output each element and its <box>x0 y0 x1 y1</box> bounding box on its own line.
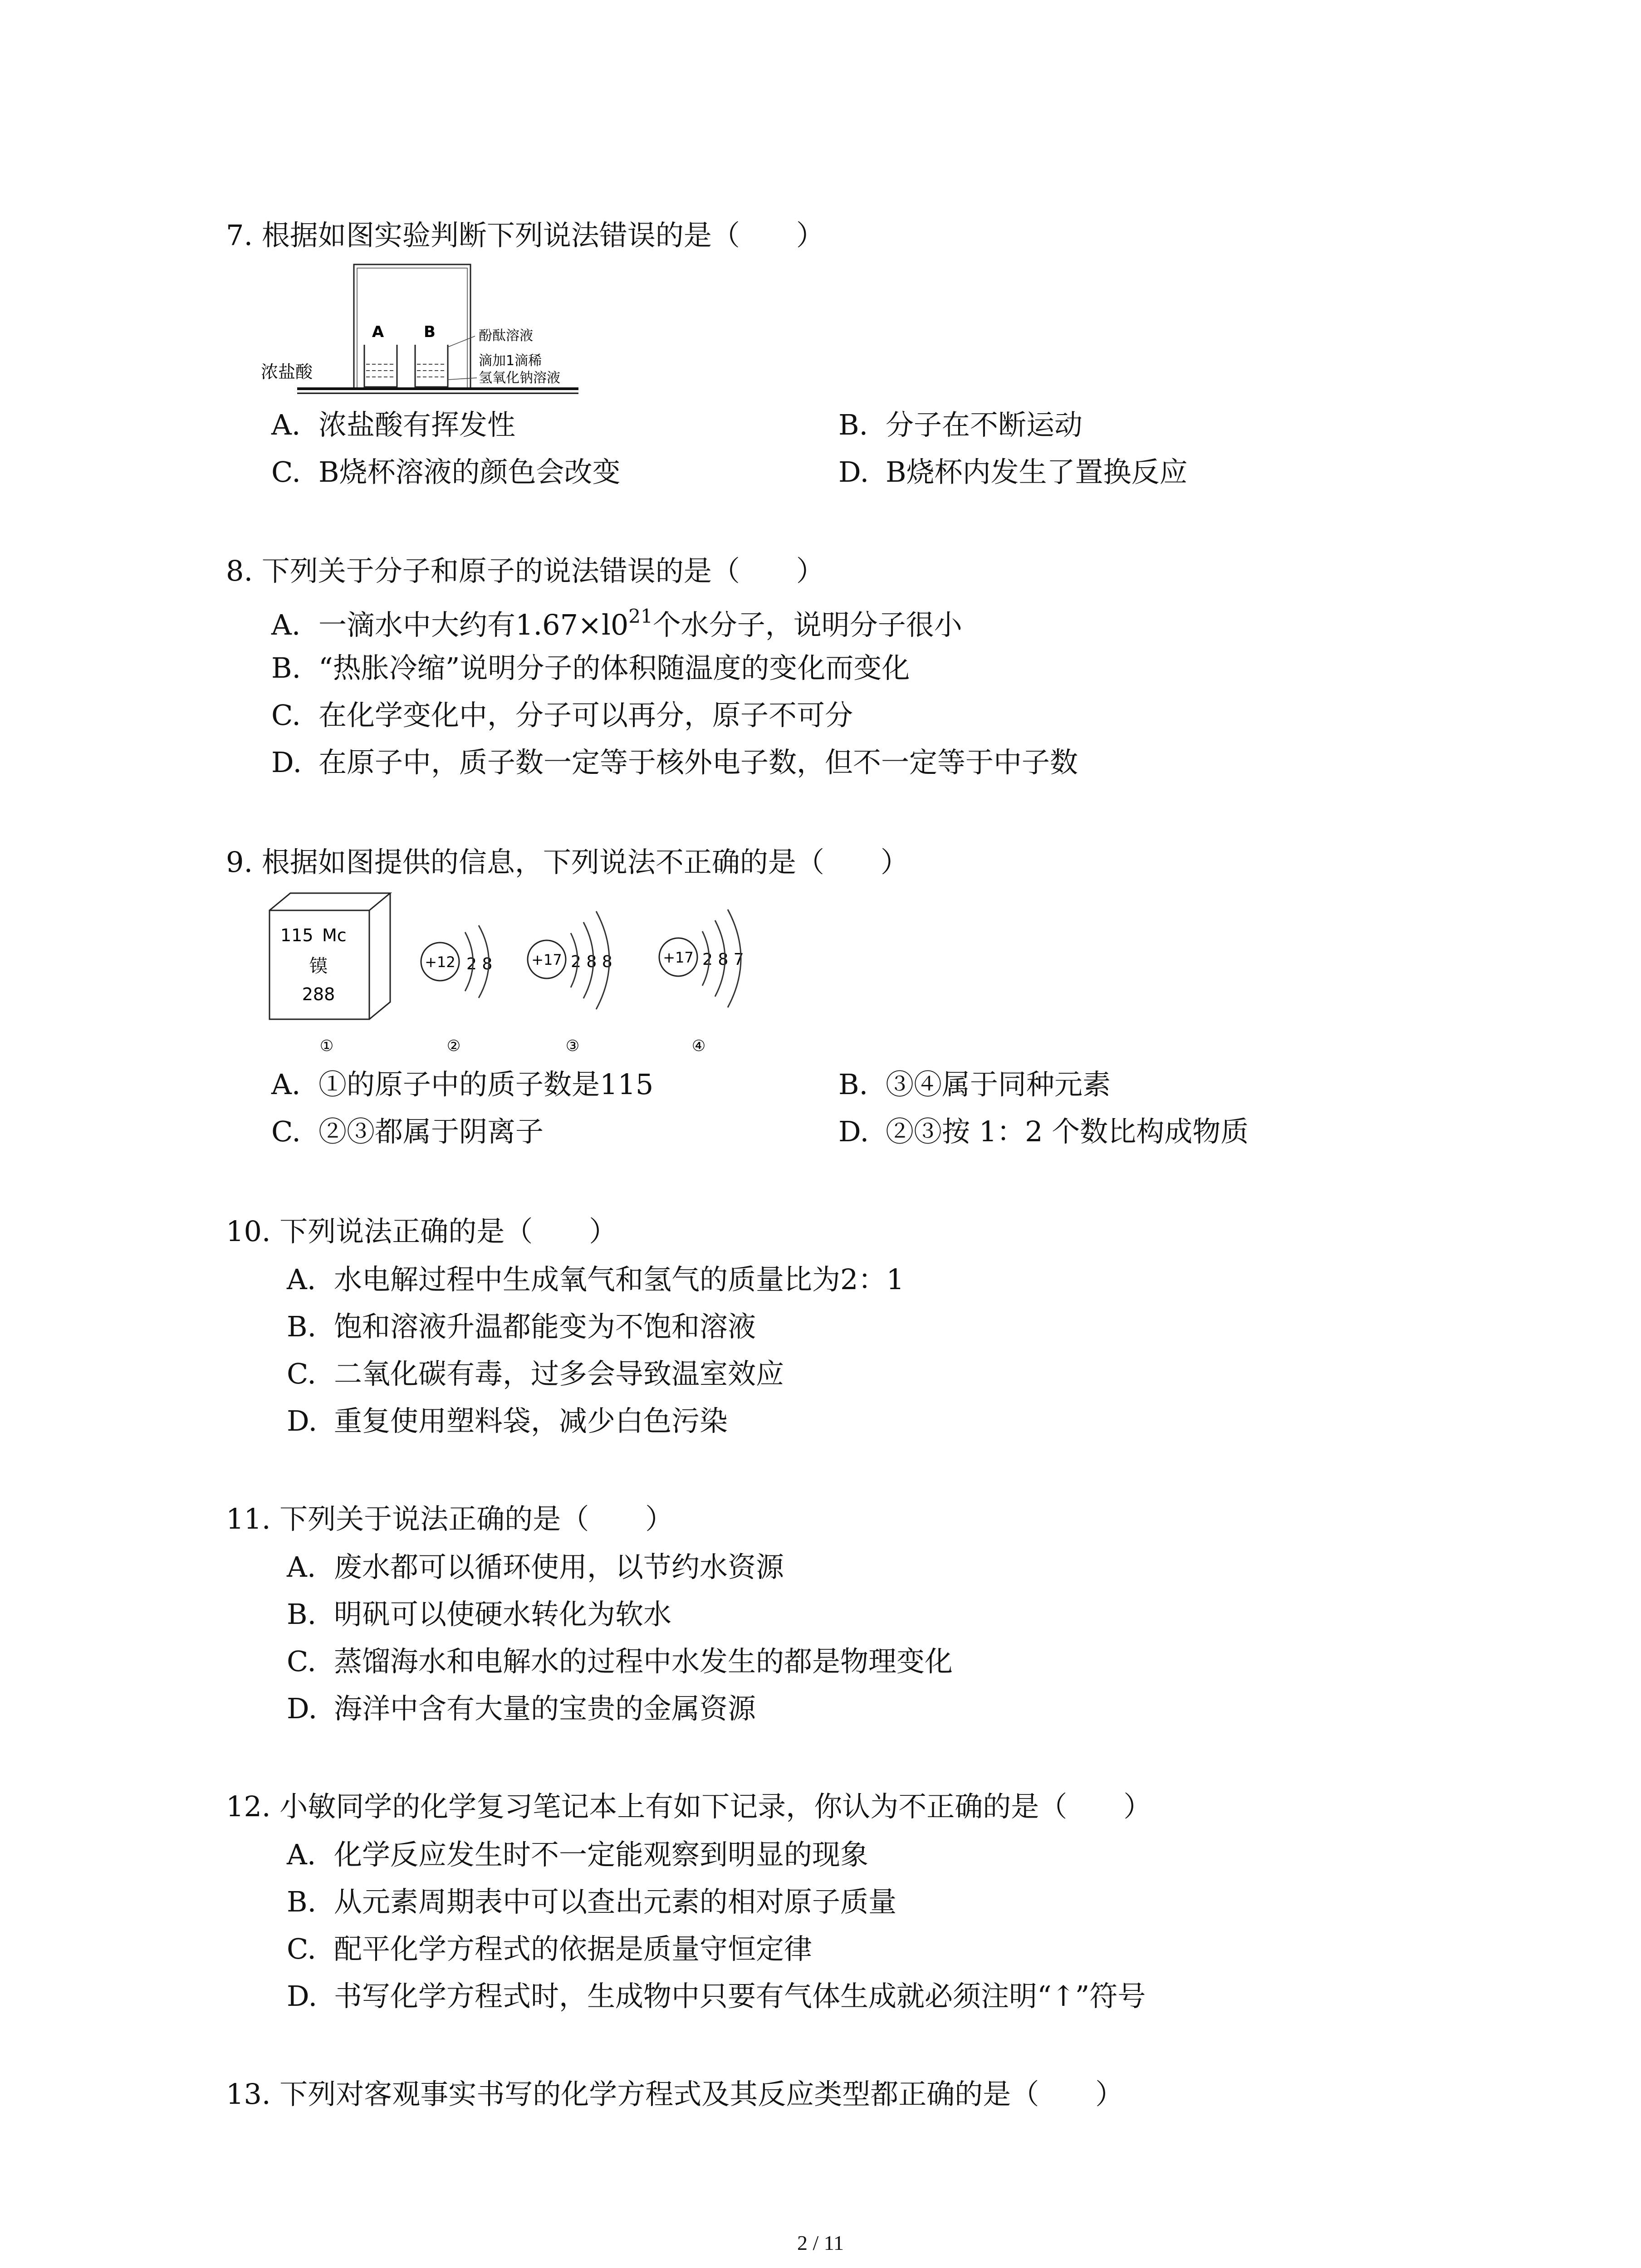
q8-option-a-text-pre: 一滴水中大约有1.67×l0 <box>318 608 629 641</box>
question-12-stem: 12. 小敏同学的化学复习笔记本上有如下记录，你认为不正确的是（ ） <box>226 1790 1152 1823</box>
q10-option-c-text: 二氧化碳有毒，过多会导致温室效应 <box>334 1357 784 1390</box>
figure-label-4: ④ <box>691 1037 706 1055</box>
figure-label-3: ③ <box>565 1037 580 1055</box>
atom3-nucleus: +17 <box>531 951 562 968</box>
atom4-shells: 2 8 7 <box>702 950 744 969</box>
q8-option-d-letter: D. <box>271 746 302 779</box>
q8-option-a-exponent: 21 <box>628 605 653 627</box>
q7-option-a[interactable] <box>271 408 516 441</box>
q7-option-b[interactable] <box>838 408 1083 441</box>
q11-option-a[interactable] <box>287 1550 784 1584</box>
q12-option-c-text: 配平化学方程式的依据是质量守恒定律 <box>334 1932 813 1965</box>
page-number: 2 / 11 <box>797 2231 844 2254</box>
q12-option-a-letter: A. <box>287 1838 316 1871</box>
q8-option-b[interactable] <box>271 651 910 684</box>
question-10-stem: 10. 下列说法正确的是（ ） <box>226 1215 617 1248</box>
atom3-shells: 2 8 8 <box>571 953 612 971</box>
q8-option-a-text-post: 个水分子，说明分子很小 <box>652 608 962 641</box>
q9-option-a-text: ①的原子中的质子数是115 <box>318 1068 654 1101</box>
q10-option-c-letter: C. <box>287 1357 316 1390</box>
q8-option-d-text: 在原子中，质子数一定等于核外电子数，但不一定等于中子数 <box>318 746 1078 779</box>
question-7-stem: 7. 根据如图实验判断下列说法错误的是（ ） <box>226 219 824 252</box>
q9-atom-figure <box>268 891 776 1064</box>
element-number: 115 <box>280 925 314 945</box>
q8-option-a[interactable] <box>271 607 962 639</box>
q11-option-b[interactable] <box>287 1598 672 1631</box>
q10-option-b-text: 饱和溶液升温都能变为不饱和溶液 <box>334 1310 756 1343</box>
q9-option-b[interactable] <box>838 1070 1111 1099</box>
q7-option-a-letter: A. <box>271 408 301 441</box>
q10-option-d[interactable] <box>287 1404 728 1437</box>
q12-option-a-text: 化学反应发生时不一定能观察到明显的现象 <box>334 1838 869 1871</box>
q9-option-a-letter: A. <box>271 1068 301 1101</box>
q8-option-c-text: 在化学变化中，分子可以再分，原子不可分 <box>318 699 853 732</box>
q7-option-b-letter: B. <box>838 408 868 441</box>
naoh-label: 氢氧化钠溶液 <box>479 370 560 386</box>
phenolphthalein-label: 酚酞溶液 <box>479 328 533 344</box>
q9-option-d-text: ②③按 1：2 个数比构成物质 <box>886 1115 1249 1148</box>
q10-option-d-text: 重复使用塑料袋，减少白色污染 <box>334 1404 728 1437</box>
atom2-shells: 2 8 <box>466 955 493 973</box>
q8-option-d[interactable] <box>271 748 1078 777</box>
q10-option-a-letter: A. <box>287 1263 316 1296</box>
q10-option-c[interactable] <box>287 1357 784 1390</box>
q9-option-c-text: ②③都属于阴离子 <box>318 1115 544 1148</box>
atom4-nucleus: +17 <box>663 949 694 966</box>
q10-option-d-letter: D. <box>287 1404 318 1437</box>
question-8-stem: 8. 下列关于分子和原子的说法错误的是（ ） <box>226 554 824 587</box>
q11-option-b-letter: B. <box>287 1598 317 1631</box>
q11-option-c[interactable] <box>287 1647 953 1676</box>
q9-option-b-letter: B. <box>838 1068 868 1101</box>
q12-option-c-letter: C. <box>287 1932 316 1965</box>
q9-option-d-letter: D. <box>838 1115 869 1148</box>
drip-label: 滴加1滴稀 <box>479 353 542 369</box>
q11-option-c-letter: C. <box>287 1645 316 1678</box>
q8-option-a-letter: A. <box>271 608 301 641</box>
q11-option-a-text: 废水都可以循环使用，以节约水资源 <box>334 1550 784 1584</box>
q12-option-d-letter: D. <box>287 1980 318 2013</box>
q11-option-c-text: 蒸馏海水和电解水的过程中水发生的都是物理变化 <box>334 1645 953 1678</box>
q7-beaker-figure <box>261 261 624 397</box>
figure-label-2: ② <box>446 1037 461 1055</box>
q7-option-c[interactable] <box>271 455 621 489</box>
q9-option-d[interactable] <box>838 1115 1249 1148</box>
q8-option-c[interactable] <box>271 699 853 732</box>
conc-hcl-label: 浓盐酸 <box>261 362 313 382</box>
q12-option-b-letter: B. <box>287 1885 317 1918</box>
q9-option-a[interactable] <box>271 1070 653 1099</box>
q11-option-b-text: 明矾可以使硬水转化为软水 <box>334 1598 672 1631</box>
q11-option-d[interactable] <box>287 1692 756 1725</box>
q9-option-c-letter: C. <box>271 1115 301 1148</box>
q7-option-a-text: 浓盐酸有挥发性 <box>318 408 516 441</box>
beaker-b-label: B <box>424 323 436 341</box>
atom2-nucleus: +12 <box>425 953 456 971</box>
q7-option-c-text: B烧杯溶液的颜色会改变 <box>318 455 621 489</box>
beaker-a-label: A <box>372 323 384 341</box>
q10-option-b-letter: B. <box>287 1310 317 1343</box>
element-mass: 288 <box>302 984 335 1004</box>
question-13-stem: 13. 下列对客观事实书写的化学方程式及其反应类型都正确的是（ ） <box>226 2077 1124 2111</box>
q9-option-c[interactable] <box>271 1115 544 1148</box>
q12-option-d-text: 书写化学方程式时，生成物中只要有气体生成就必须注明“↑”符号 <box>334 1980 1146 2013</box>
element-name: 镆 <box>309 956 328 977</box>
q11-option-d-text: 海洋中含有大量的宝贵的金属资源 <box>334 1692 756 1725</box>
q12-option-a[interactable] <box>287 1838 869 1871</box>
q9-option-b-text: ③④属于同种元素 <box>886 1068 1111 1101</box>
q10-option-a-text: 水电解过程中生成氧气和氢气的质量比为2：1 <box>334 1263 904 1296</box>
q10-option-b[interactable] <box>287 1310 756 1343</box>
q8-option-b-letter: B. <box>271 651 301 684</box>
q8-option-b-text: “热胀冷缩”说明分子的体积随温度的变化而变化 <box>318 651 910 684</box>
q7-option-d[interactable] <box>838 455 1188 489</box>
q7-option-b-text: 分子在不断运动 <box>886 408 1083 441</box>
q12-option-d[interactable] <box>287 1980 1146 2013</box>
q7-option-c-letter: C. <box>271 455 301 489</box>
q12-option-b-text: 从元素周期表中可以查出元素的相对原子质量 <box>334 1885 897 1918</box>
question-11-stem: 11. 下列关于说法正确的是（ ） <box>226 1502 674 1535</box>
q12-option-b[interactable] <box>287 1885 897 1918</box>
q8-option-c-letter: C. <box>271 699 301 732</box>
figure-label-1: ① <box>319 1037 334 1055</box>
q7-option-d-letter: D. <box>838 455 869 489</box>
element-symbol: Mc <box>322 925 347 945</box>
q12-option-c[interactable] <box>287 1932 813 1965</box>
q11-option-a-letter: A. <box>287 1550 316 1584</box>
q11-option-d-letter: D. <box>287 1692 318 1725</box>
q7-option-d-text: B烧杯内发生了置换反应 <box>886 455 1188 489</box>
q10-option-a[interactable] <box>287 1263 904 1296</box>
question-9-stem: 9. 根据如图提供的信息，下列说法不正确的是（ ） <box>226 846 909 879</box>
